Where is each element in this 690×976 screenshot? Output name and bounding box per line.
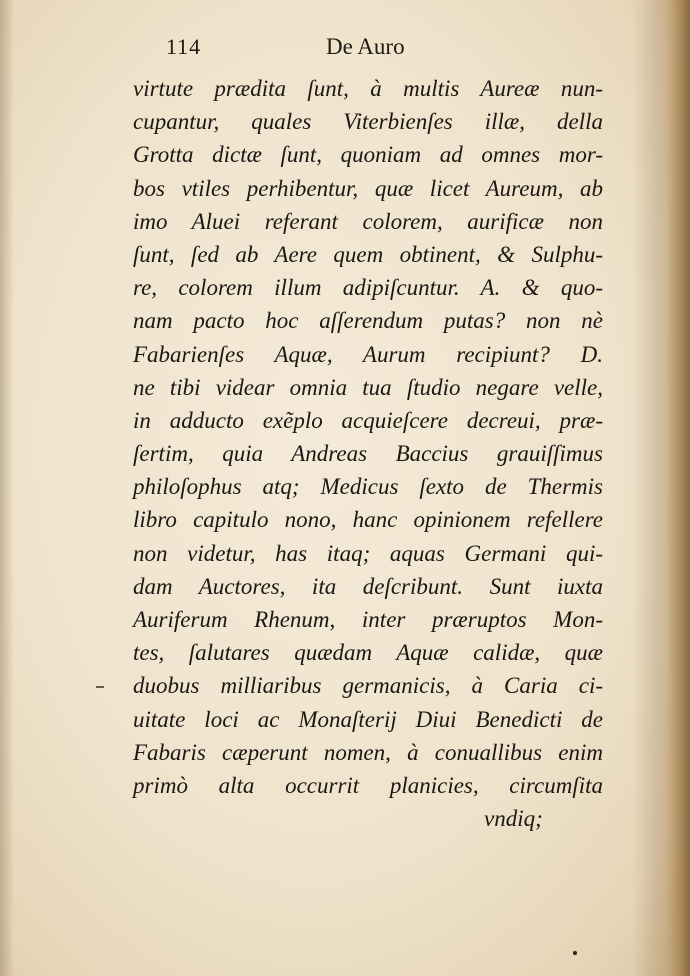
- text-line: primò alta occurrit planicies, circumſita: [133, 772, 603, 798]
- margin-mark: [96, 686, 104, 688]
- text-line: in adducto exẽplo acquieſcere decreui, præ-: [133, 407, 603, 433]
- text-line: uitate loci ac Monaſterij Diui Benedicti de: [133, 706, 603, 732]
- text-line: cupantur, quales Viterbienſes illæ, della: [133, 109, 603, 135]
- running-title: De Auro: [326, 34, 405, 59]
- text-line: tes, ſalutares quædam Aquæ calidæ, quæ: [133, 640, 603, 666]
- text-line: nam pacto hoc aſſerendum putas? non nè: [133, 308, 603, 334]
- text-line: re, colorem illum adipiſcuntur. A. & quo-: [133, 275, 603, 301]
- text-line: philoſophus atq; Medicus ſexto de Thermis: [133, 474, 603, 500]
- text-line: Fabaris cæperunt nomen, à conuallibus enim: [133, 739, 603, 765]
- text-line: bos vtiles perhibentur, quæ licet Aureum, ab: [133, 175, 603, 201]
- text-line: Fabarienſes Aquæ, Aurum recipiunt? D.: [133, 341, 603, 367]
- text-line: non videtur, has itaq; aquas Germani qui-: [133, 540, 603, 566]
- text-line: libro capitulo nono, hanc opinionem refellere: [133, 507, 603, 533]
- text-line: ſertim, quia Andreas Baccius grauiſſimus: [133, 441, 603, 467]
- text-line: ne tibi videar omnia tua ſtudio negare velle,: [133, 374, 603, 400]
- text-line: dam Auctores, ita deſcribunt. Sunt iuxta: [133, 573, 603, 599]
- text-line: duobus milliaribus germanicis, à Caria ci-: [133, 673, 603, 699]
- text-line: Grotta dictæ ſunt, quoniam ad omnes mor-: [133, 142, 603, 168]
- body-text: [133, 72, 603, 802]
- catchword: vndiq;: [484, 806, 543, 831]
- text-line: virtute prædita ſunt, à multis Aureæ nun-: [133, 76, 603, 101]
- running-head: [160, 34, 480, 64]
- page-number: 114: [166, 34, 202, 59]
- page-edge-shadow: [0, 0, 14, 976]
- ink-speck: [573, 951, 577, 955]
- text-line: imo Aluei referant colorem, aurificæ non: [133, 208, 603, 234]
- text-line: Auriferum Rhenum, inter præruptos Mon-: [133, 607, 603, 632]
- text-line: ſunt, ſed ab Aere quem obtinent, & Sulphu-: [133, 241, 603, 267]
- binding-gutter: [632, 0, 690, 976]
